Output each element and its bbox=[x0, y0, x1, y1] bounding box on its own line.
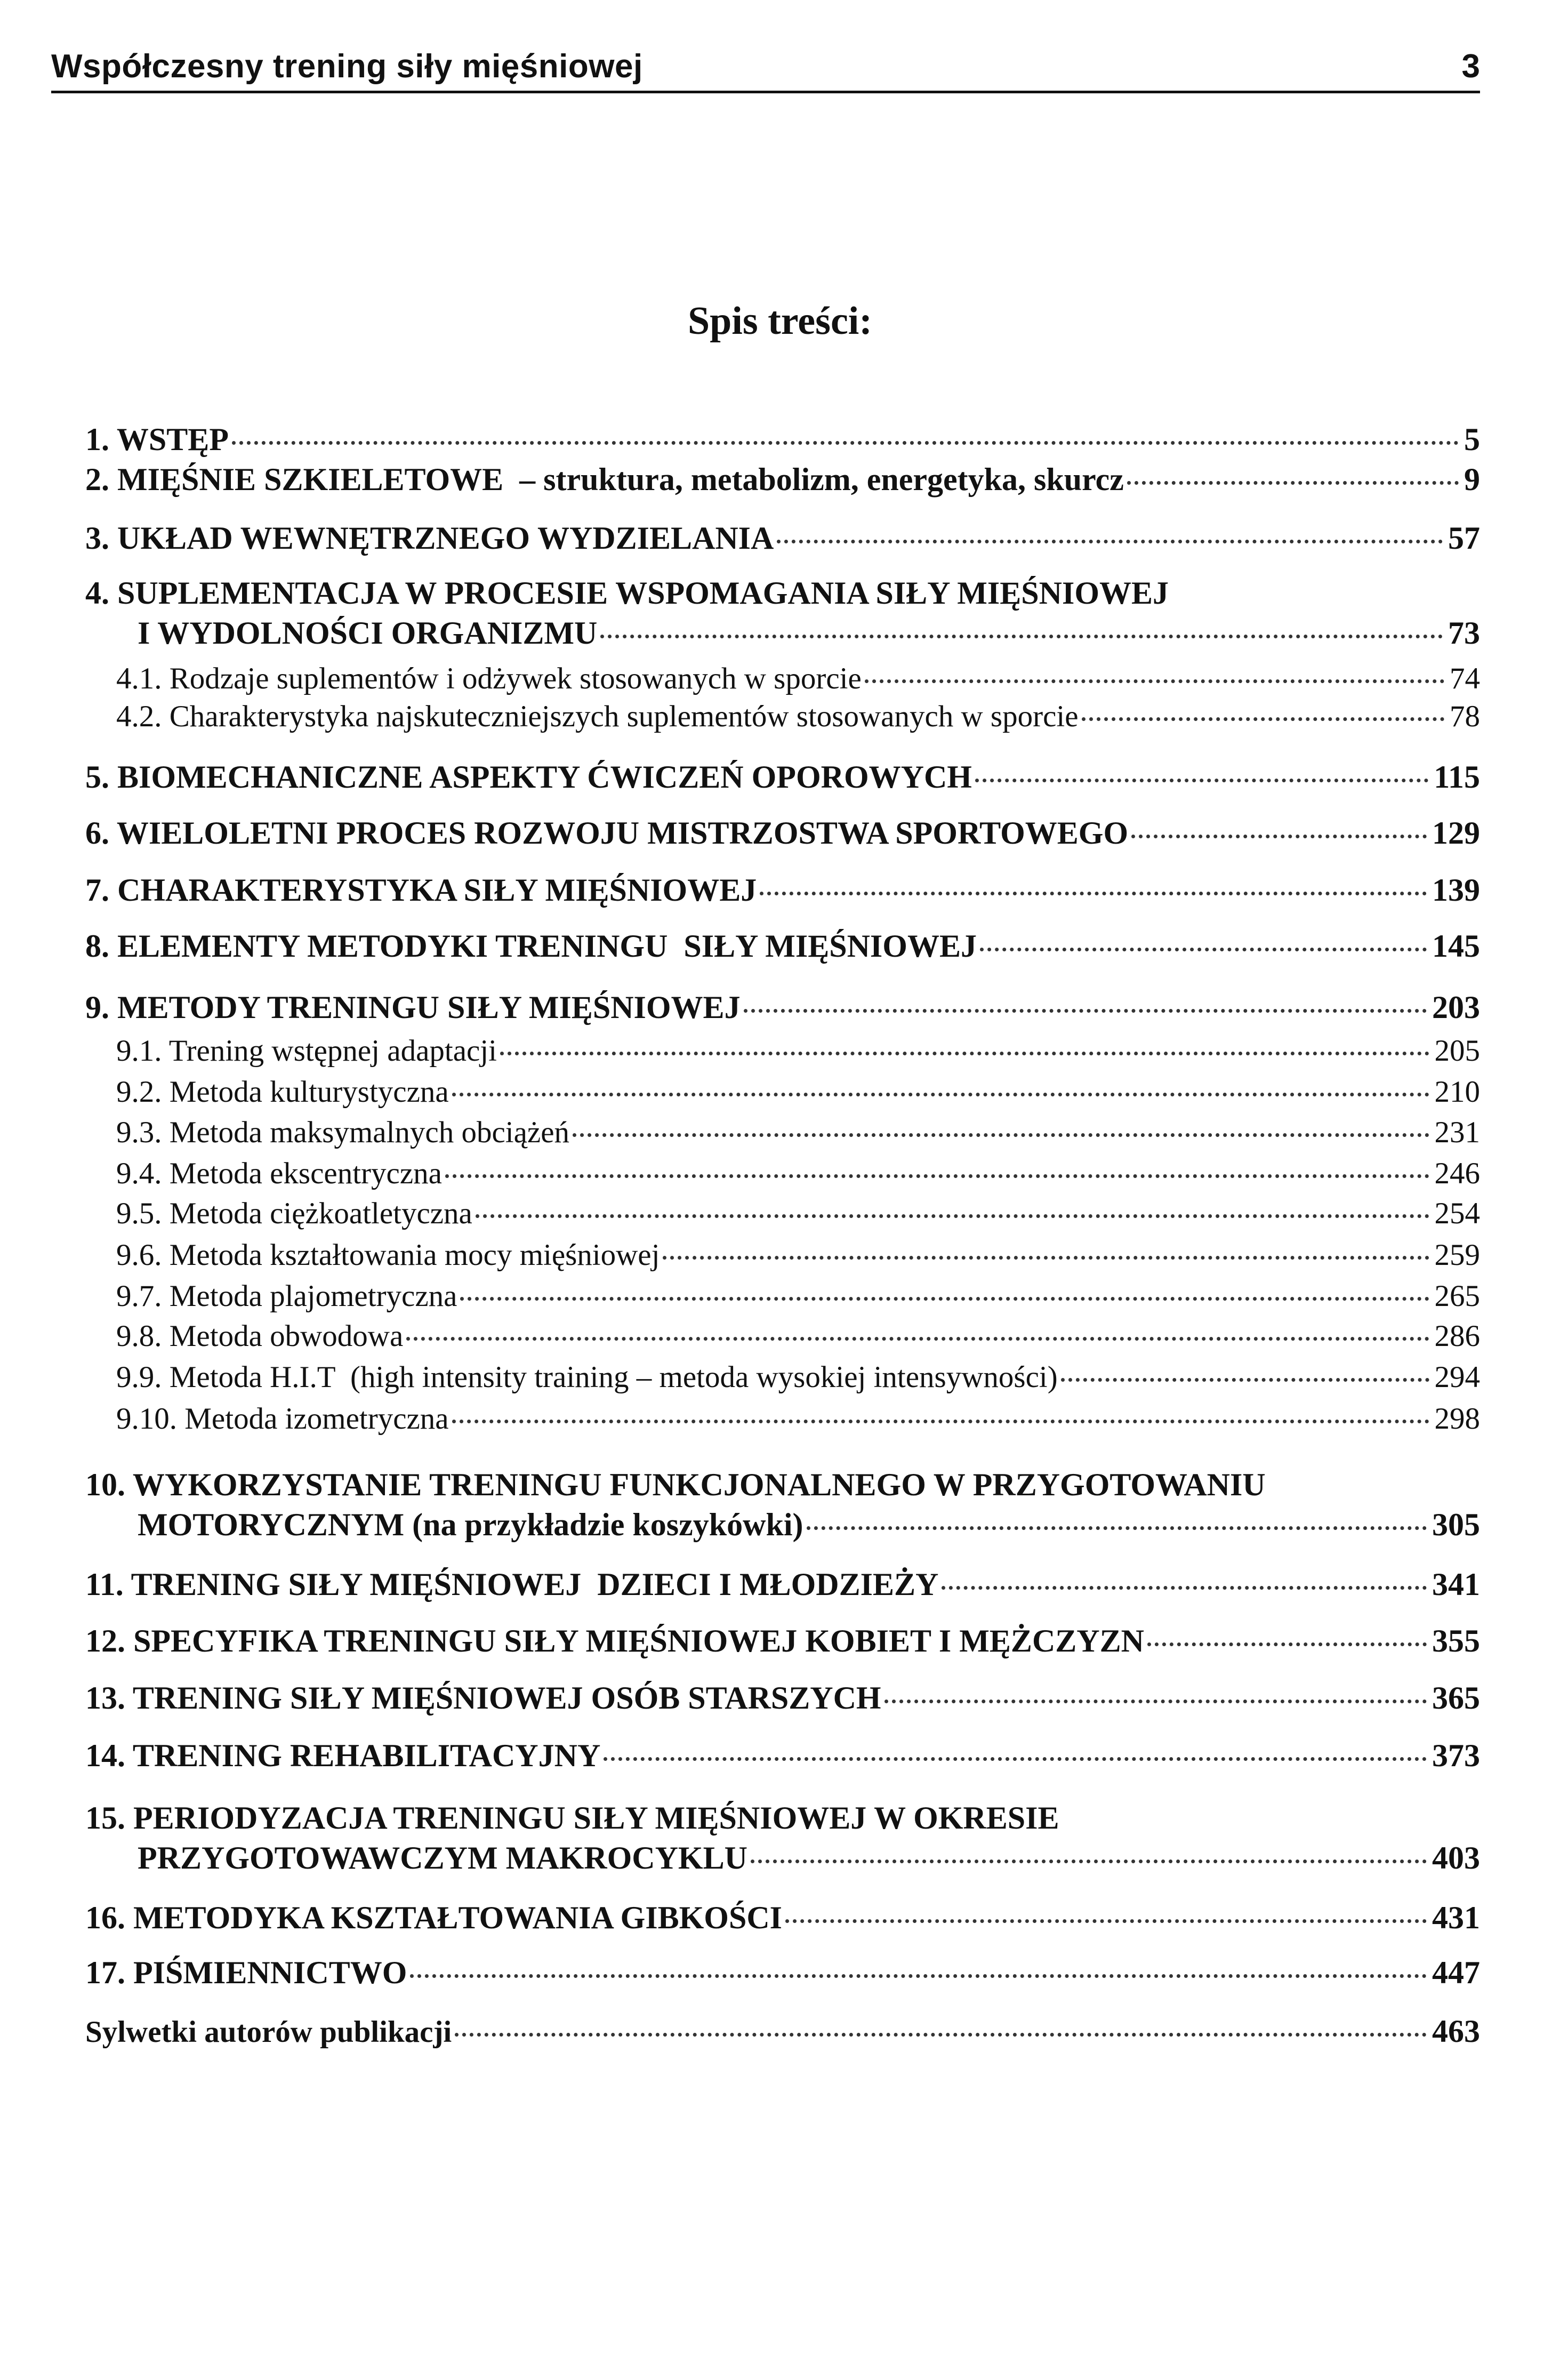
toc-entry-title: 8. ELEMENTY METODYKI TRENINGU SIŁY MIĘŚNIOWEJ bbox=[85, 928, 977, 964]
running-header-title: Współczesny trening siły mięśniowej bbox=[51, 48, 643, 85]
toc-entry-title: 12. SPECYFIKA TRENINGU SIŁY MIĘŚNIOWEJ KOBIET I MĘŻCZYZN bbox=[85, 1623, 1144, 1658]
toc-page-number: 365 bbox=[1432, 1680, 1480, 1716]
toc-entry-title: 4.2. Charakterystyka najskuteczniejszych suplementów stosowanych w sporcie bbox=[116, 700, 1079, 733]
toc-page-number: 286 bbox=[1434, 1319, 1480, 1353]
dot-leader bbox=[1131, 835, 1427, 838]
toc-entry-title: 9. METODY TRENINGU SIŁY MIĘŚNIOWEJ bbox=[85, 990, 741, 1025]
toc-entry-title: 15. PERIODYZACJA TRENINGU SIŁY MIĘŚNIOWEJ W OKRESIE bbox=[85, 1800, 1059, 1836]
dot-leader bbox=[942, 1586, 1427, 1590]
toc-entry-title: 14. TRENING REHABILITACYJNY bbox=[85, 1738, 601, 1773]
toc-entry-title: 3. UKŁAD WEWNĘTRZNEGO WYDZIELANIA bbox=[85, 520, 774, 556]
toc-page-number: 463 bbox=[1432, 2014, 1480, 2049]
dot-leader bbox=[604, 1757, 1427, 1761]
toc-page-number: 254 bbox=[1434, 1197, 1480, 1230]
dot-leader bbox=[744, 1009, 1427, 1013]
dot-leader bbox=[476, 1214, 1429, 1218]
toc-entry-title: PRZYGOTOWAWCZYM MAKROCYKLU bbox=[138, 1840, 747, 1876]
dot-leader bbox=[1061, 1378, 1429, 1382]
toc-entry-title: 9.10. Metoda izometryczna bbox=[116, 1402, 449, 1436]
toc-page-number: 210 bbox=[1434, 1075, 1480, 1109]
dot-leader bbox=[807, 1526, 1427, 1530]
toc-page-number: 57 bbox=[1448, 520, 1480, 556]
toc-page-number: 145 bbox=[1432, 928, 1480, 964]
dot-leader bbox=[573, 1133, 1429, 1137]
toc-entry-title: 9.6. Metoda kształtowania mocy mięśniowej bbox=[116, 1238, 660, 1272]
dot-leader bbox=[980, 948, 1427, 951]
toc-entry-title: 7. CHARAKTERYSTYKA SIŁY MIĘŚNIOWEJ bbox=[85, 872, 757, 908]
toc-page-number: 355 bbox=[1432, 1623, 1480, 1658]
toc-page-number: 205 bbox=[1434, 1034, 1480, 1068]
dot-leader bbox=[455, 2033, 1427, 2037]
toc-page-number: 115 bbox=[1434, 759, 1480, 795]
toc-page-number: 246 bbox=[1434, 1157, 1480, 1190]
toc-entry-title: MOTORYCZNYM (na przykładzie koszykówki) bbox=[138, 1507, 803, 1542]
dot-leader bbox=[460, 1297, 1429, 1301]
toc-entry-title: 9.2. Metoda kulturystyczna bbox=[116, 1075, 449, 1109]
dot-leader bbox=[410, 1974, 1427, 1978]
toc-entry-title: 9.1. Trening wstępnej adaptacji bbox=[116, 1034, 497, 1068]
toc-page-number: 5 bbox=[1464, 422, 1480, 457]
toc-page-number: 129 bbox=[1432, 815, 1480, 851]
toc-page-number: 294 bbox=[1434, 1360, 1480, 1394]
toc-page-number: 259 bbox=[1434, 1238, 1480, 1272]
toc-entry-title: 9.9. Metoda H.I.T (high intensity training – metoda wysokiej intensywności) bbox=[116, 1360, 1058, 1394]
toc-title: Spis treści: bbox=[687, 299, 872, 343]
dot-leader bbox=[884, 1700, 1427, 1703]
toc-page-number: 403 bbox=[1432, 1840, 1480, 1876]
toc-page-number: 447 bbox=[1432, 1955, 1480, 1990]
toc-page-number: 341 bbox=[1432, 1567, 1480, 1602]
toc-page-number: 373 bbox=[1432, 1738, 1480, 1773]
dot-leader bbox=[865, 679, 1444, 683]
toc-page-number: 139 bbox=[1432, 872, 1480, 908]
toc-entry-title: 2. MIĘŚNIE SZKIELETOWE – struktura, metabolizm, energetyka, skurcz bbox=[85, 462, 1124, 497]
dot-leader bbox=[232, 441, 1459, 445]
toc-page-number: 305 bbox=[1432, 1507, 1480, 1542]
toc-entry-title: 5. BIOMECHANICZNE ASPEKTY ĆWICZEŃ OPOROWYCH bbox=[85, 759, 972, 795]
dot-leader bbox=[452, 1093, 1429, 1096]
dot-leader bbox=[751, 1860, 1427, 1863]
dot-leader bbox=[445, 1174, 1429, 1178]
toc-page-number: 78 bbox=[1450, 700, 1480, 733]
dot-leader bbox=[777, 540, 1443, 543]
dot-leader bbox=[975, 779, 1428, 782]
toc-page-number: 203 bbox=[1432, 990, 1480, 1025]
dot-leader bbox=[1082, 717, 1444, 721]
toc-entry-title: 13. TRENING SIŁY MIĘŚNIOWEJ OSÓB STARSZYCH bbox=[85, 1680, 881, 1716]
toc-entry-title: 9.8. Metoda obwodowa bbox=[116, 1319, 404, 1353]
toc-entry-title: 4. SUPLEMENTACJA W PROCESIE WSPOMAGANIA SIŁY MIĘŚNIOWEJ bbox=[85, 575, 1169, 611]
dot-leader bbox=[785, 1919, 1427, 1923]
dot-leader bbox=[1147, 1642, 1427, 1646]
toc-entry-title: 11. TRENING SIŁY MIĘŚNIOWEJ DZIECI I MŁODZIEŻY bbox=[85, 1567, 939, 1602]
dot-leader bbox=[663, 1256, 1429, 1260]
toc-entry-title: 17. PIŚMIENNICTWO bbox=[85, 1955, 407, 1990]
toc-entry-title: 9.4. Metoda ekscentryczna bbox=[116, 1157, 442, 1190]
dot-leader bbox=[500, 1052, 1429, 1055]
toc-page-number: 9 bbox=[1464, 462, 1480, 497]
toc-entry-title: Sylwetki autorów publikacji bbox=[85, 2015, 452, 2049]
page-number: 3 bbox=[1461, 48, 1480, 85]
toc-page-number: 74 bbox=[1450, 662, 1480, 695]
toc-entry-title: 4.1. Rodzaje suplementów i odżywek stosowanych w sporcie bbox=[116, 662, 862, 695]
toc-entry-title: 1. WSTĘP bbox=[85, 422, 229, 457]
toc-entry-title: I WYDOLNOŚCI ORGANIZMU bbox=[138, 615, 598, 651]
toc-entry-title: 9.5. Metoda ciężkoatletyczna bbox=[116, 1197, 472, 1230]
toc-entry-title: 9.7. Metoda plajometryczna bbox=[116, 1279, 457, 1313]
toc-page-number: 73 bbox=[1448, 615, 1480, 651]
toc-page-number: 231 bbox=[1434, 1116, 1480, 1149]
toc-entry-title: 16. METODYKA KSZTAŁTOWANIA GIBKOŚCI bbox=[85, 1900, 782, 1935]
toc-page-number: 265 bbox=[1434, 1279, 1480, 1313]
dot-leader bbox=[1127, 481, 1459, 485]
toc-entry-title: 6. WIELOLETNI PROCES ROZWOJU MISTRZOSTWA SPORTOWEGO bbox=[85, 815, 1129, 851]
dot-leader bbox=[760, 892, 1427, 895]
dot-leader bbox=[600, 635, 1443, 638]
dot-leader bbox=[406, 1337, 1429, 1341]
toc-page-number: 298 bbox=[1434, 1402, 1480, 1436]
toc-page-number: 431 bbox=[1432, 1900, 1480, 1935]
toc-entry-title: 9.3. Metoda maksymalnych obciążeń bbox=[116, 1116, 569, 1149]
dot-leader bbox=[452, 1420, 1429, 1423]
toc-entry-title: 10. WYKORZYSTANIE TRENINGU FUNKCJONALNEGO W PRZYGOTOWANIU bbox=[85, 1467, 1266, 1502]
